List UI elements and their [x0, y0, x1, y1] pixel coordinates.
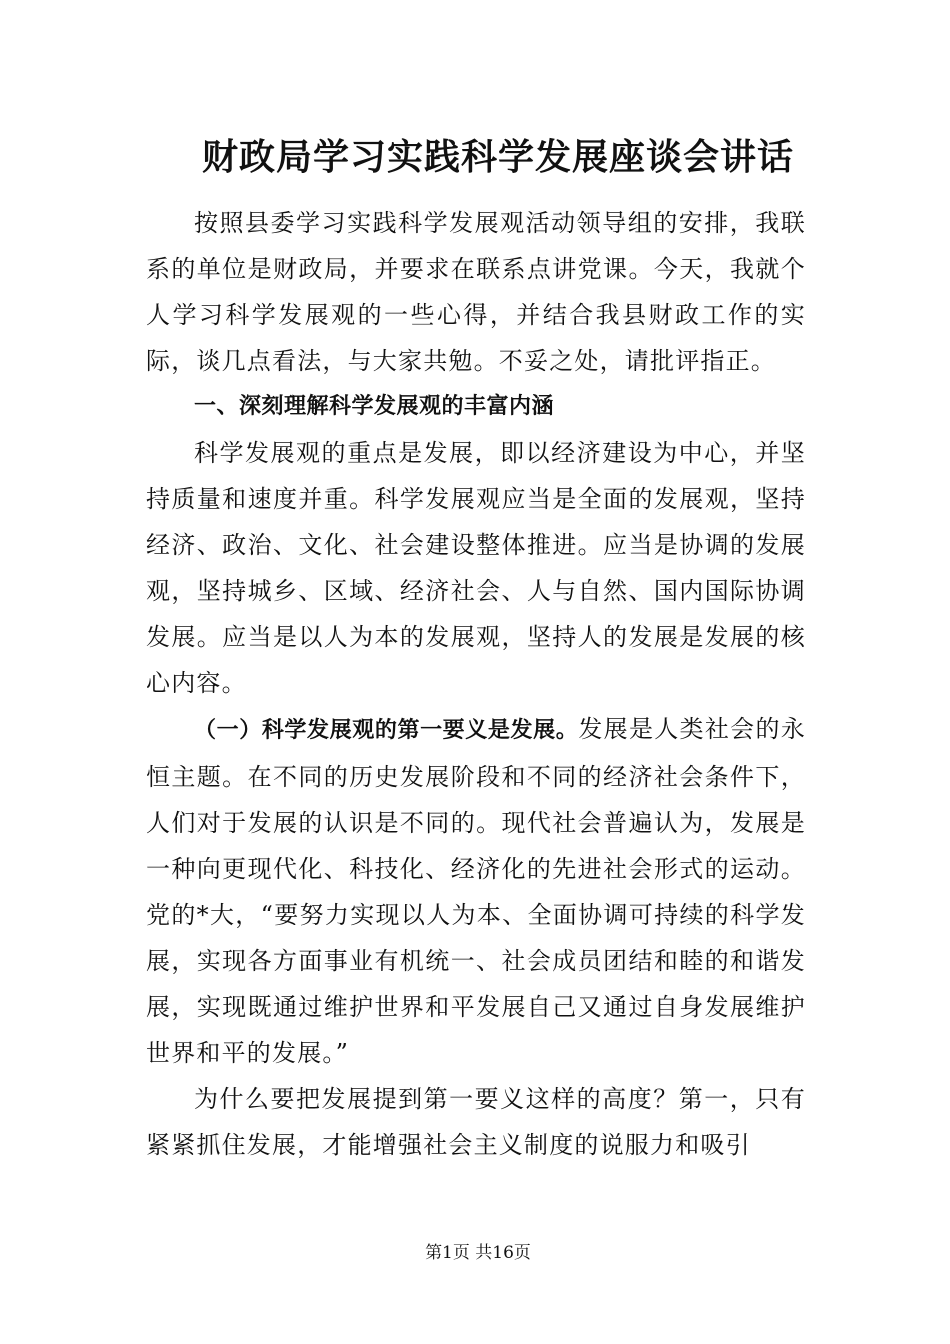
section-heading: 一、深刻理解科学发展观的丰富内涵 — [194, 394, 555, 419]
page-footer: 第1页 共16页 — [425, 1243, 531, 1263]
paragraph-meaning: 科学发展观的重点是发展，即以经济建设为中心，并坚持质量和速度并重。科学发展观应当是全面的发展观，坚持经济、政治、文化、社会建设整体推进。应当是协调的发展观，坚持城乡、区域、经济社会、人与自然、国内国际协调发展。应当是以人为本的发展观，坚持人的发展是发展的核心内容。 — [146, 439, 806, 697]
document-body — [146, 200, 806, 1168]
paragraph-first-essence — [146, 706, 806, 1076]
paragraph-why: 为什么要把发展提到第一要义这样的高度？第一，只有紧紧抓住发展，才能增强社会主义制度的说服力和吸引 — [146, 1085, 806, 1159]
document-title: 财政局学习实践科学发展座谈会讲话 — [201, 136, 794, 178]
paragraph-intro: 按照县委学习实践科学发展观活动领导组的安排，我联系的单位是财政局，并要求在联系点讲党课。今天，我就个人学习科学发展观的一些心得，并结合我县财政工作的实际，谈几点看法，与大家共勉。不妥之处，请批评指正。 — [146, 209, 806, 375]
paragraph-first-essence-text: 发展是人类社会的永恒主题。在不同的历史发展阶段和不同的经济社会条件下，人们对于发展的认识是不同的。现代社会普遍认为，发展是一种向更现代化、科技化、经济化的先进社会形式的运动。党的*大，“要努力实现以人为本、全面协调可持续的科学发展，实现各方面事业有机统一、社会成员团结和睦的和谐发展，实现既通过维护世界和平发展自己又通过自身发展维护世界和平的发展。” — [146, 715, 806, 1067]
subsection-lead: （一）科学发展观的第一要义是发展。 — [194, 718, 579, 743]
